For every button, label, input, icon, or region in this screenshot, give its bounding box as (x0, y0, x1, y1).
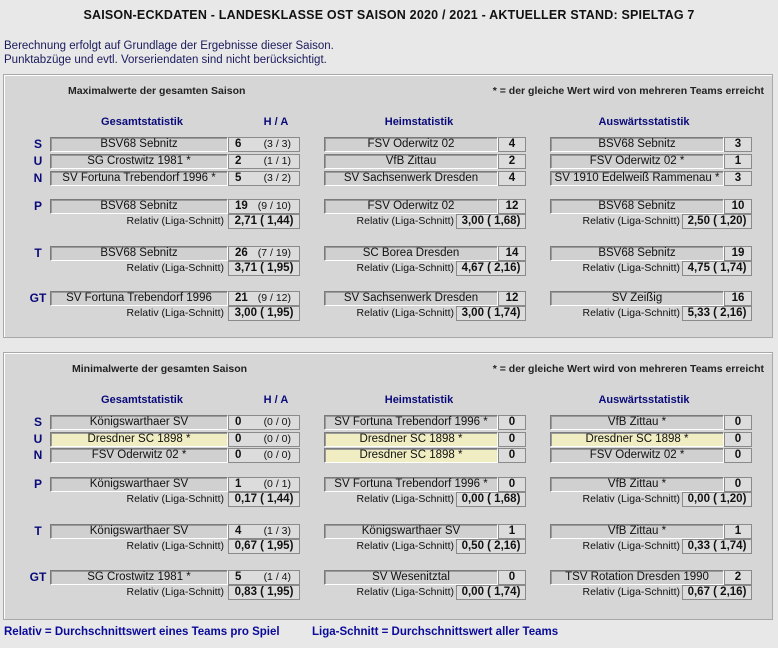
min-gesamt-stat-split: (0 / 0) (263, 433, 291, 445)
min-aus-rel-value: 0,00 ( 1,20) (682, 492, 752, 507)
max-gesamt-team: SV Fortuna Trebendorf 1996 (50, 291, 228, 306)
page-title: SAISON-ECKDATEN - LANDESKLASSE OST SAISON 2020 / 2021 - AKTUELLER STAND: SPIELTAG 7 (83, 8, 695, 22)
min-gesamt-stat-value: 0 (235, 433, 242, 445)
min-gesamt-stat (228, 524, 300, 539)
intro-line-2: Punktabzüge und evtl. Vorseriendaten sind nicht berücksichtigt. (4, 54, 327, 66)
max-heim-team: SV Sachsenwerk Dresden (324, 171, 498, 186)
max-gesamt-stat (228, 291, 300, 306)
min-gesamt-stat-value: 1 (235, 478, 242, 490)
max-heim-rel-value: 4,67 ( 2,16) (456, 261, 526, 276)
min-heim-team: SV Fortuna Trebendorf 1996 * (324, 477, 498, 492)
max-heim-value: 4 (498, 137, 526, 152)
min-heim-value: 0 (498, 477, 526, 492)
min-gesamt-stat-value: 0 (235, 449, 242, 461)
max-aus-rel-label: Relativ (Liga-Schnitt) (582, 262, 680, 274)
min-row-label: P (33, 477, 42, 491)
min-heim-rel-value: 0,00 ( 1,74) (456, 585, 526, 600)
min-gesamt-stat (228, 570, 300, 585)
max-heim-rel-label: Relativ (Liga-Schnitt) (356, 215, 454, 227)
min-row-label: U (33, 432, 43, 446)
min-heim-value: 1 (498, 524, 526, 539)
max-gesamt-stat (228, 171, 300, 186)
max-aus-value: 3 (724, 171, 752, 186)
max-row-label: T (34, 246, 42, 260)
max-title: Maximalwerte der gesamten Saison (68, 85, 246, 97)
min-gesamt-rel-value: 0,17 ( 1,44) (228, 492, 300, 507)
max-heim-rel-value: 3,00 ( 1,74) (456, 306, 526, 321)
max-aus-rel-value: 4,75 ( 1,74) (682, 261, 752, 276)
max-aus-rel-label: Relativ (Liga-Schnitt) (582, 215, 680, 227)
max-gesamt-rel-label: Relativ (Liga-Schnitt) (126, 215, 224, 227)
min-aus-team: TSV Rotation Dresden 1990 (550, 570, 724, 585)
min-aus-team: FSV Oderwitz 02 * (550, 448, 724, 463)
max-heim-value: 14 (498, 246, 526, 261)
max-head-heim: Heimstatistik (384, 116, 454, 128)
max-aus-team: SV Zeißig (550, 291, 724, 306)
max-gesamt-team: SV Fortuna Trebendorf 1996 * (50, 171, 228, 186)
min-note: * = der gleiche Wert wird von mehreren Teams erreicht (492, 363, 764, 375)
min-heim-rel-label: Relativ (Liga-Schnitt) (356, 540, 454, 552)
min-gesamt-rel-label: Relativ (Liga-Schnitt) (126, 540, 224, 552)
min-heim-rel-label: Relativ (Liga-Schnitt) (356, 493, 454, 505)
max-gesamt-stat (228, 154, 300, 169)
min-gesamt-team: Königswarthaer SV (50, 477, 228, 492)
max-heim-value: 12 (498, 199, 526, 214)
max-gesamt-stat-value: 19 (235, 200, 248, 212)
min-aus-value: 2 (724, 570, 752, 585)
max-gesamt-rel-label: Relativ (Liga-Schnitt) (126, 262, 224, 274)
max-head-aus: Auswärtsstatistik (598, 116, 690, 128)
max-aus-team: BSV68 Sebnitz (550, 246, 724, 261)
min-aus-value: 1 (724, 524, 752, 539)
min-gesamt-rel-label: Relativ (Liga-Schnitt) (126, 493, 224, 505)
max-aus-value: 1 (724, 154, 752, 169)
max-gesamt-team: BSV68 Sebnitz (50, 137, 228, 152)
max-gesamt-stat (228, 137, 300, 152)
min-aus-rel-label: Relativ (Liga-Schnitt) (582, 586, 680, 598)
min-row-label: S (33, 415, 42, 429)
min-aus-team: VfB Zittau * (550, 477, 724, 492)
min-row-label: GT (29, 570, 47, 584)
min-gesamt-team: Dresdner SC 1898 * (50, 432, 228, 447)
max-heim-value: 2 (498, 154, 526, 169)
min-gesamt-stat-value: 5 (235, 571, 242, 583)
max-aus-team: FSV Oderwitz 02 * (550, 154, 724, 169)
min-gesamt-stat-split: (0 / 0) (263, 449, 291, 461)
min-aus-rel-value: 0,33 ( 1,74) (682, 539, 752, 554)
min-heim-value: 0 (498, 415, 526, 430)
max-heim-team: SC Borea Dresden (324, 246, 498, 261)
intro-line-1: Berechnung erfolgt auf Grundlage der Ergebnisse dieser Saison. (4, 40, 334, 52)
min-head-aus: Auswärtsstatistik (598, 394, 690, 406)
max-gesamt-stat-value: 6 (235, 138, 242, 150)
min-heim-value: 0 (498, 432, 526, 447)
max-heim-team: VfB Zittau (324, 154, 498, 169)
max-head-ha: H / A (263, 116, 289, 128)
min-aus-value: 0 (724, 415, 752, 430)
min-gesamt-stat-split: (0 / 0) (263, 416, 291, 428)
min-gesamt-stat-split: (1 / 4) (263, 571, 291, 583)
max-gesamt-stat (228, 199, 300, 214)
max-aus-value: 19 (724, 246, 752, 261)
max-gesamt-stat-value: 26 (235, 247, 248, 259)
min-gesamt-stat-split: (1 / 3) (263, 525, 291, 537)
min-gesamt-stat (228, 415, 300, 430)
min-aus-rel-label: Relativ (Liga-Schnitt) (582, 540, 680, 552)
max-gesamt-stat-split: (7 / 19) (257, 247, 291, 259)
max-heim-team: SV Sachsenwerk Dresden (324, 291, 498, 306)
max-gesamt-team: BSV68 Sebnitz (50, 199, 228, 214)
max-aus-rel-value: 5,33 ( 2,16) (682, 306, 752, 321)
max-gesamt-stat-split: (1 / 1) (263, 155, 291, 167)
min-heim-rel-value: 0,50 ( 2,16) (456, 539, 526, 554)
min-gesamt-rel-value: 0,67 ( 1,95) (228, 539, 300, 554)
max-heim-team: FSV Oderwitz 02 (324, 137, 498, 152)
max-gesamt-stat-split: (3 / 3) (263, 138, 291, 150)
min-heim-team: Dresdner SC 1898 * (324, 432, 498, 447)
min-gesamt-stat-value: 4 (235, 525, 242, 537)
min-heim-value: 0 (498, 448, 526, 463)
min-aus-rel-value: 0,67 ( 2,16) (682, 585, 752, 600)
min-heim-team: SV Wesenitztal (324, 570, 498, 585)
max-aus-rel-value: 2,50 ( 1,20) (682, 214, 752, 229)
max-aus-rel-label: Relativ (Liga-Schnitt) (582, 307, 680, 319)
max-heim-value: 12 (498, 291, 526, 306)
min-heim-team: Königswarthaer SV (324, 524, 498, 539)
max-row-label: U (33, 154, 43, 168)
min-row-label: N (33, 448, 43, 462)
max-row-label: P (33, 199, 42, 213)
min-head-gesamt: Gesamtstatistik (101, 394, 183, 406)
max-aus-value: 10 (724, 199, 752, 214)
min-aus-team: VfB Zittau * (550, 524, 724, 539)
min-heim-rel-value: 0,00 ( 1,68) (456, 492, 526, 507)
min-gesamt-team: Königswarthaer SV (50, 415, 228, 430)
max-gesamt-stat-split: (3 / 2) (263, 172, 291, 184)
min-gesamt-team: Königswarthaer SV (50, 524, 228, 539)
max-heim-rel-label: Relativ (Liga-Schnitt) (356, 307, 454, 319)
min-aus-rel-label: Relativ (Liga-Schnitt) (582, 493, 680, 505)
footer-liga: Liga-Schnitt = Durchschnittswert aller Teams (311, 626, 559, 638)
max-aus-value: 16 (724, 291, 752, 306)
min-head-heim: Heimstatistik (384, 394, 454, 406)
max-aus-team: SV 1910 Edelweiß Rammenau * (550, 171, 724, 186)
min-heim-value: 0 (498, 570, 526, 585)
min-heim-team: SV Fortuna Trebendorf 1996 * (324, 415, 498, 430)
max-aus-team: BSV68 Sebnitz (550, 199, 724, 214)
max-gesamt-stat-split: (9 / 12) (257, 292, 291, 304)
min-aus-value: 0 (724, 477, 752, 492)
max-gesamt-rel-value: 2,71 ( 1,44) (228, 214, 300, 229)
max-heim-rel-label: Relativ (Liga-Schnitt) (356, 262, 454, 274)
min-gesamt-stat-split: (0 / 1) (263, 478, 291, 490)
min-aus-value: 0 (724, 448, 752, 463)
min-gesamt-stat-value: 0 (235, 416, 242, 428)
min-aus-team: Dresdner SC 1898 * (550, 432, 724, 447)
max-gesamt-stat-value: 21 (235, 292, 248, 304)
max-gesamt-rel-value: 3,00 ( 1,95) (228, 306, 300, 321)
min-heim-team: Dresdner SC 1898 * (324, 448, 498, 463)
min-gesamt-stat (228, 432, 300, 447)
footer-rel: Relativ = Durchschnittswert eines Teams pro Spiel (4, 626, 280, 638)
min-gesamt-rel-label: Relativ (Liga-Schnitt) (126, 586, 224, 598)
min-gesamt-team: FSV Oderwitz 02 * (50, 448, 228, 463)
min-head-ha: H / A (263, 394, 289, 406)
min-heim-rel-label: Relativ (Liga-Schnitt) (356, 586, 454, 598)
max-heim-value: 4 (498, 171, 526, 186)
max-head-gesamt: Gesamtstatistik (101, 116, 183, 128)
max-heim-team: FSV Oderwitz 02 (324, 199, 498, 214)
max-gesamt-stat-value: 2 (235, 155, 242, 167)
max-gesamt-stat (228, 246, 300, 261)
min-gesamt-rel-value: 0,83 ( 1,95) (228, 585, 300, 600)
min-row-label: T (34, 524, 42, 538)
footer-legend (4, 626, 558, 638)
max-gesamt-rel-value: 3,71 ( 1,95) (228, 261, 300, 276)
max-note: * = der gleiche Wert wird von mehreren Teams erreicht (492, 85, 764, 97)
max-aus-team: BSV68 Sebnitz (550, 137, 724, 152)
max-gesamt-stat-value: 5 (235, 172, 242, 184)
max-heim-rel-value: 3,00 ( 1,68) (456, 214, 526, 229)
max-gesamt-stat-split: (9 / 10) (257, 200, 291, 212)
max-aus-value: 3 (724, 137, 752, 152)
max-row-label: S (33, 137, 42, 151)
min-aus-team: VfB Zittau * (550, 415, 724, 430)
max-gesamt-rel-label: Relativ (Liga-Schnitt) (126, 307, 224, 319)
max-gesamt-team: BSV68 Sebnitz (50, 246, 228, 261)
min-gesamt-stat (228, 448, 300, 463)
max-row-label: GT (29, 291, 47, 305)
max-gesamt-team: SG Crostwitz 1981 * (50, 154, 228, 169)
min-aus-value: 0 (724, 432, 752, 447)
max-row-label: N (33, 171, 43, 185)
min-title: Minimalwerte der gesamten Saison (72, 363, 248, 375)
min-gesamt-stat (228, 477, 300, 492)
min-gesamt-team: SG Crostwitz 1981 * (50, 570, 228, 585)
